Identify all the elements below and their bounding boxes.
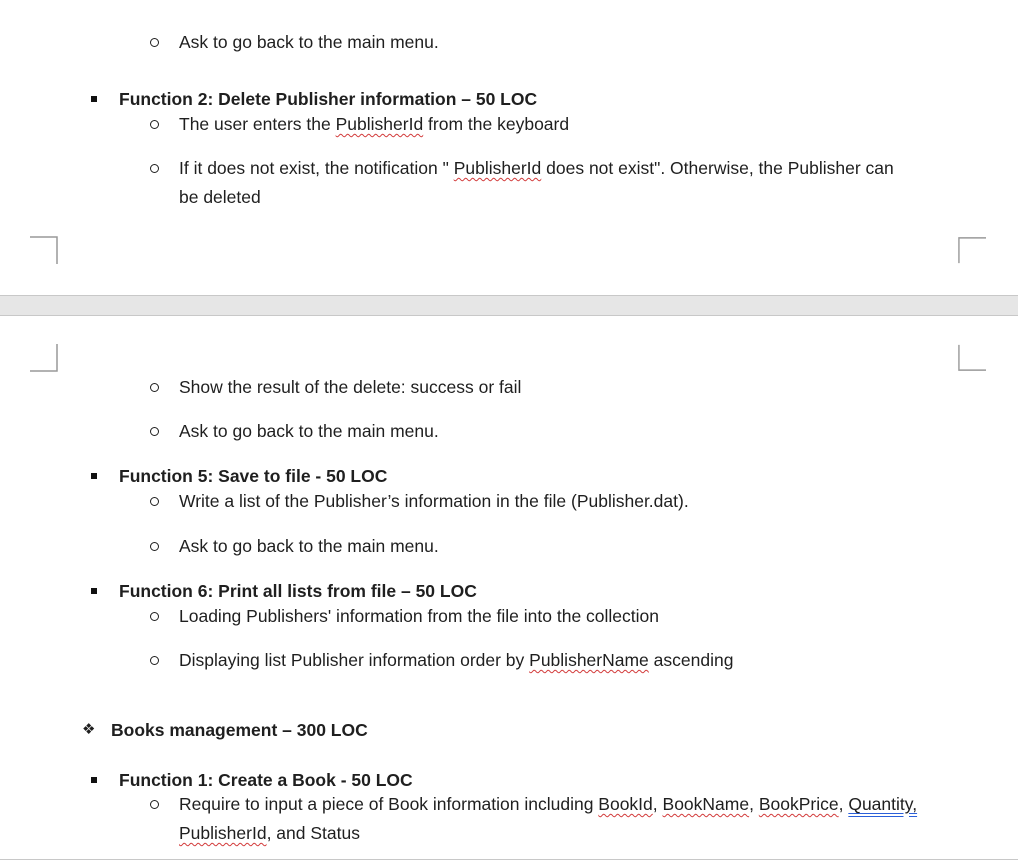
page-corner-top-right [958, 344, 986, 372]
spelling-flag: PublisherId [335, 114, 424, 134]
page-corner-bottom-left [30, 236, 58, 264]
page-break [0, 295, 1018, 316]
page-corner-top-left [30, 344, 58, 372]
square-bullet [91, 588, 97, 594]
spelling-flag: BookName [662, 794, 750, 814]
function-heading: Function 6: Print all lists from file – 50 LOC [119, 581, 477, 601]
circle-bullet [150, 800, 159, 809]
function-heading: Function 2: Delete Publisher information – 50 LOC [119, 89, 538, 109]
circle-bullet [150, 120, 159, 129]
spelling-flag: BookId [598, 794, 653, 814]
function-heading: Function 1: Create a Book - 50 LOC [119, 770, 413, 790]
spelling-flag: BookPrice [758, 794, 839, 814]
bottom-rule [0, 859, 1018, 860]
circle-bullet [150, 427, 159, 436]
square-bullet [91, 96, 97, 102]
list-item: Displaying list Publisher information order by PublisherName ascending [179, 650, 734, 670]
list-item-continuation: PublisherId, and Status [179, 823, 360, 843]
spelling-flag: PublisherId [453, 158, 542, 178]
spelling-flag: PublisherId [179, 823, 267, 843]
grammar-flag: Quantity, [848, 794, 918, 814]
square-bullet [91, 473, 97, 479]
circle-bullet [150, 656, 159, 665]
function-heading: Function 5: Save to file - 50 LOC [119, 466, 388, 486]
list-item: Write a list of the Publisher’s information in the file (Publisher.dat). [179, 491, 689, 511]
circle-bullet [150, 542, 159, 551]
section-heading: Books management – 300 LOC [111, 720, 368, 740]
circle-bullet [150, 497, 159, 506]
circle-bullet [150, 383, 159, 392]
square-bullet [91, 777, 97, 783]
list-item: If it does not exist, the notification " PublisherId does not exist". Otherwise, the Publisher can [179, 158, 894, 178]
list-item: Show the result of the delete: success or fail [179, 377, 522, 397]
circle-bullet [150, 38, 159, 47]
list-item: Require to input a piece of Book information including BookId, BookName, BookPrice, Quantity, [179, 794, 918, 814]
spelling-flag: PublisherName [529, 650, 649, 670]
page-corner-bottom-right [958, 236, 986, 264]
circle-bullet [150, 164, 159, 173]
list-item: Loading Publishers' information from the file into the collection [179, 606, 659, 626]
list-item: Ask to go back to the main menu. [179, 536, 439, 556]
list-item: Ask to go back to the main menu. [179, 32, 439, 52]
diamond-bullet: ❖ [82, 721, 96, 738]
list-item: Ask to go back to the main menu. [179, 421, 439, 441]
circle-bullet [150, 612, 159, 621]
list-item: The user enters the PublisherId from the keyboard [179, 114, 570, 134]
list-item-continuation: be deleted [179, 187, 261, 207]
